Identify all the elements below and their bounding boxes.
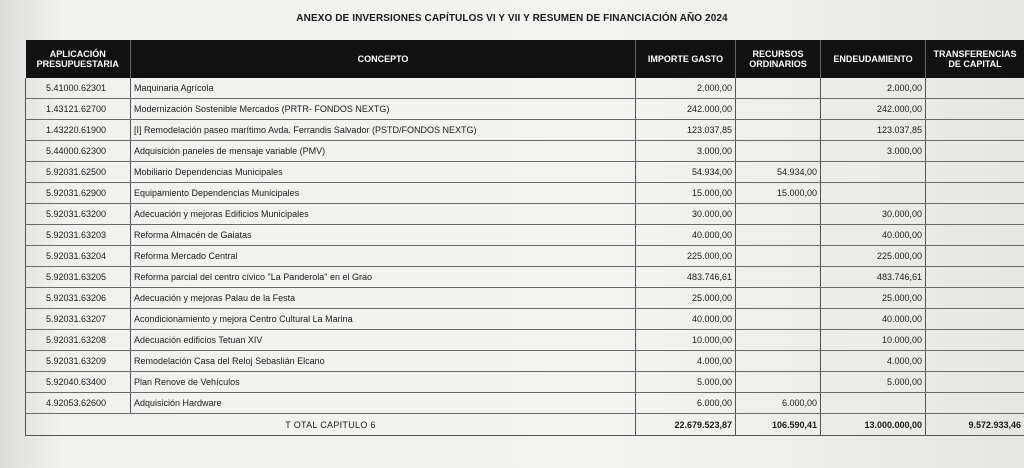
table-row xyxy=(26,288,1024,309)
cell-aplicacion: 5.92031.62500 xyxy=(26,162,131,183)
total-endeudamiento: 13.000.000,00 xyxy=(821,414,926,436)
cell-transferencias xyxy=(926,141,1024,162)
cell-importe-gasto: 225.000,00 xyxy=(636,246,736,267)
table-row xyxy=(26,78,1024,99)
cell-importe-gasto: 123.037,85 xyxy=(636,120,736,141)
cell-concepto: [I] Remodelación paseo marítimo Avda. Ferrandis Salvador (PSTD/FONDOS NEXTG) xyxy=(131,120,636,141)
cell-concepto: Equipamiento Dependencias Municipales xyxy=(131,183,636,204)
total-label: T OTAL CAPITULO 6 xyxy=(26,414,636,436)
cell-concepto: Adecuación edificios Tetuan XIV xyxy=(131,330,636,351)
cell-endeudamiento: 25.000,00 xyxy=(821,288,926,309)
table-row xyxy=(26,330,1024,351)
total-recursos: 106.590,41 xyxy=(736,414,821,436)
cell-aplicacion: 5.92031.63204 xyxy=(26,246,131,267)
cell-concepto: Reforma parcial del centro cívico "La Panderola" en el Grao xyxy=(131,267,636,288)
cell-endeudamiento xyxy=(821,183,926,204)
cell-recursos-ordinarios xyxy=(736,267,821,288)
table-row xyxy=(26,351,1024,372)
cell-concepto: Remodelación Casa del Reloj Sebaslián Elcano xyxy=(131,351,636,372)
cell-importe-gasto: 54.934,00 xyxy=(636,162,736,183)
cell-endeudamiento: 483.746,61 xyxy=(821,267,926,288)
cell-aplicacion: 5.92031.63200 xyxy=(26,204,131,225)
cell-importe-gasto: 4.000,00 xyxy=(636,351,736,372)
cell-concepto: Acondicionamiento y mejora Centro Cultural La Marina xyxy=(131,309,636,330)
cell-aplicacion: 5.92031.63207 xyxy=(26,309,131,330)
cell-importe-gasto: 25.000,00 xyxy=(636,288,736,309)
cell-transferencias xyxy=(926,372,1024,393)
cell-aplicacion: 5.92031.63203 xyxy=(26,225,131,246)
cell-recursos-ordinarios xyxy=(736,141,821,162)
cell-transferencias xyxy=(926,120,1024,141)
cell-importe-gasto: 3.000,00 xyxy=(636,141,736,162)
cell-transferencias xyxy=(926,246,1024,267)
table-row xyxy=(26,183,1024,204)
table-row xyxy=(26,120,1024,141)
cell-concepto: Modernización Sostenible Mercados (PRTR- FONDOS NEXTG) xyxy=(131,99,636,120)
table-row xyxy=(26,99,1024,120)
cell-concepto: Plan Renove de Vehículos xyxy=(131,372,636,393)
cell-endeudamiento xyxy=(821,393,926,414)
cell-recursos-ordinarios: 15.000,00 xyxy=(736,183,821,204)
cell-aplicacion: 5.92031.63205 xyxy=(26,267,131,288)
cell-recursos-ordinarios xyxy=(736,372,821,393)
cell-concepto: Adecuación y mejoras Palau de la Festa xyxy=(131,288,636,309)
cell-endeudamiento: 30.000,00 xyxy=(821,204,926,225)
cell-transferencias xyxy=(926,288,1024,309)
table-row xyxy=(26,225,1024,246)
cell-transferencias xyxy=(926,78,1024,99)
cell-concepto: Mobiliario Dependencias Municipales xyxy=(131,162,636,183)
cell-recursos-ordinarios xyxy=(736,246,821,267)
table-row xyxy=(26,162,1024,183)
cell-importe-gasto: 40.000,00 xyxy=(636,309,736,330)
cell-endeudamiento: 10.000,00 xyxy=(821,330,926,351)
cell-endeudamiento: 123.037,85 xyxy=(821,120,926,141)
cell-recursos-ordinarios xyxy=(736,288,821,309)
cell-concepto: Adquisición paneles de mensaje variable (PMV) xyxy=(131,141,636,162)
cell-importe-gasto: 242.000,00 xyxy=(636,99,736,120)
cell-endeudamiento: 5.000,00 xyxy=(821,372,926,393)
table-row xyxy=(26,309,1024,330)
cell-recursos-ordinarios: 54.934,00 xyxy=(736,162,821,183)
header-importe-gasto: IMPORTE GASTO xyxy=(636,40,736,78)
cell-endeudamiento xyxy=(821,162,926,183)
cell-transferencias xyxy=(926,393,1024,414)
cell-aplicacion: 5.92040.63400 xyxy=(26,372,131,393)
cell-transferencias xyxy=(926,183,1024,204)
cell-transferencias xyxy=(926,309,1024,330)
cell-importe-gasto: 2.000,00 xyxy=(636,78,736,99)
table-row xyxy=(26,141,1024,162)
header-recursos-ordinarios: RECURSOS ORDINARIOS xyxy=(736,40,821,78)
table-row xyxy=(26,267,1024,288)
table-header-row xyxy=(26,40,1024,78)
header-transferencias: TRANSFERENCIAS DE CAPITAL xyxy=(926,40,1024,78)
cell-transferencias xyxy=(926,225,1024,246)
header-endeudamiento: ENDEUDAMIENTO xyxy=(821,40,926,78)
cell-recursos-ordinarios xyxy=(736,309,821,330)
cell-endeudamiento: 40.000,00 xyxy=(821,225,926,246)
table-row xyxy=(26,246,1024,267)
cell-aplicacion: 5.41000.62301 xyxy=(26,78,131,99)
cell-concepto: Maquinaria Agrícola xyxy=(131,78,636,99)
total-row xyxy=(26,414,1024,436)
cell-concepto: Reforma Mercado Central xyxy=(131,246,636,267)
cell-importe-gasto: 483.746,61 xyxy=(636,267,736,288)
cell-concepto: Reforma Almacén de Gaiatas xyxy=(131,225,636,246)
cell-aplicacion: 1.43121.62700 xyxy=(26,99,131,120)
cell-importe-gasto: 6.000,00 xyxy=(636,393,736,414)
cell-aplicacion: 5.92031.63208 xyxy=(26,330,131,351)
cell-endeudamiento: 40.000,00 xyxy=(821,309,926,330)
cell-aplicacion: 5.92031.62900 xyxy=(26,183,131,204)
cell-transferencias xyxy=(926,99,1024,120)
cell-importe-gasto: 30.000,00 xyxy=(636,204,736,225)
cell-recursos-ordinarios xyxy=(736,225,821,246)
cell-transferencias xyxy=(926,351,1024,372)
cell-aplicacion: 5.44000.62300 xyxy=(26,141,131,162)
cell-transferencias xyxy=(926,162,1024,183)
table-row xyxy=(26,372,1024,393)
cell-recursos-ordinarios xyxy=(736,120,821,141)
cell-aplicacion: 5.92031.63209 xyxy=(26,351,131,372)
cell-endeudamiento: 225.000,00 xyxy=(821,246,926,267)
cell-recursos-ordinarios xyxy=(736,330,821,351)
header-concepto: CONCEPTO xyxy=(131,40,636,78)
cell-concepto: Adquisición Hardware xyxy=(131,393,636,414)
total-importe: 22.679.523,87 xyxy=(636,414,736,436)
cell-aplicacion: 4.92053.62600 xyxy=(26,393,131,414)
cell-importe-gasto: 40.000,00 xyxy=(636,225,736,246)
cell-aplicacion: 1.43220.61900 xyxy=(26,120,131,141)
cell-recursos-ordinarios xyxy=(736,351,821,372)
table-row xyxy=(26,393,1024,414)
cell-concepto: Adecuación y mejoras Edificios Municipales xyxy=(131,204,636,225)
document-title: ANEXO DE INVERSIONES CAPÍTULOS VI Y VII Y RESUMEN DE FINANCIACIÓN AÑO 2024 xyxy=(296,13,728,24)
cell-importe-gasto: 10.000,00 xyxy=(636,330,736,351)
investment-table xyxy=(25,40,1024,436)
cell-importe-gasto: 15.000,00 xyxy=(636,183,736,204)
cell-importe-gasto: 5.000,00 xyxy=(636,372,736,393)
cell-recursos-ordinarios xyxy=(736,78,821,99)
cell-recursos-ordinarios xyxy=(736,204,821,225)
cell-transferencias xyxy=(926,204,1024,225)
total-transferencias: 9.572.933,46 xyxy=(926,414,1024,436)
cell-transferencias xyxy=(926,330,1024,351)
cell-endeudamiento: 242.000,00 xyxy=(821,99,926,120)
table-row xyxy=(26,204,1024,225)
cell-recursos-ordinarios xyxy=(736,99,821,120)
cell-aplicacion: 5.92031.63206 xyxy=(26,288,131,309)
cell-transferencias xyxy=(926,267,1024,288)
cell-endeudamiento: 4.000,00 xyxy=(821,351,926,372)
table-body xyxy=(26,78,1024,414)
cell-recursos-ordinarios: 6.000,00 xyxy=(736,393,821,414)
cell-endeudamiento: 3.000,00 xyxy=(821,141,926,162)
cell-endeudamiento: 2.000,00 xyxy=(821,78,926,99)
header-aplicacion: APLICACIÓN PRESUPUESTARIA xyxy=(26,40,131,78)
